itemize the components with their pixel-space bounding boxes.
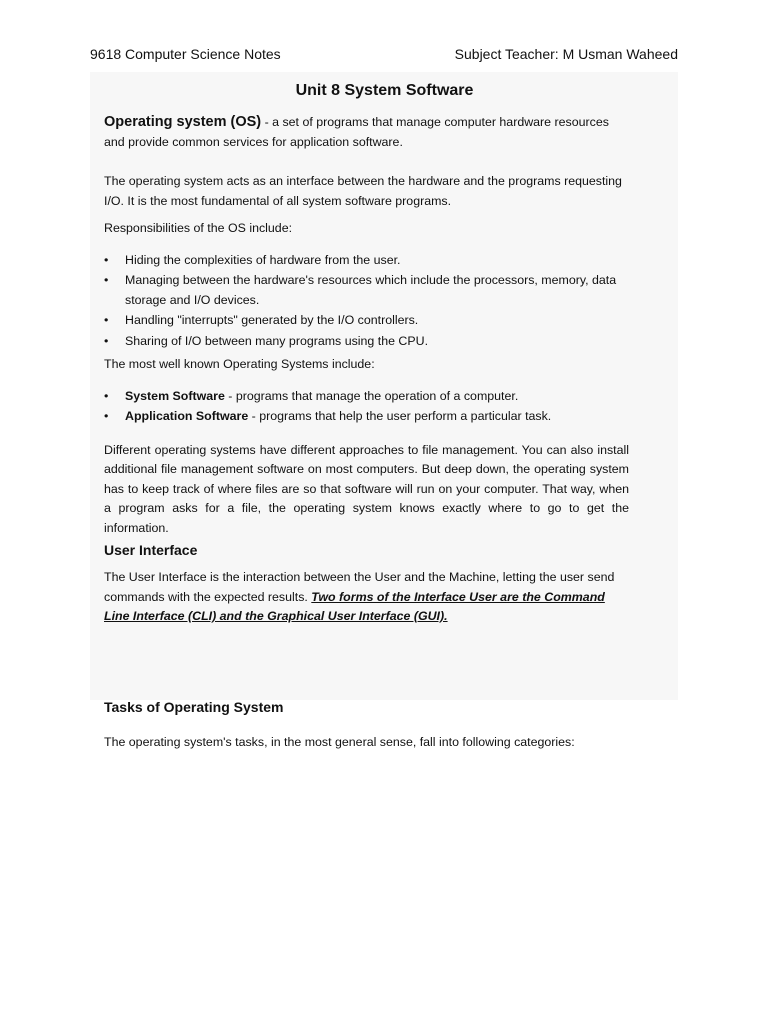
bullet-icon: • <box>104 252 109 267</box>
list-item: • Managing between the hardware's resources which include the processors, memory, data storage and I/O devices. <box>104 273 617 307</box>
list-item-term: Application Software <box>125 409 249 423</box>
user-interface-heading: User Interface <box>104 542 198 558</box>
unit-title: Unit 8 System Software <box>295 82 474 99</box>
header-teacher-name: Subject Teacher: M Usman Waheed <box>454 46 678 62</box>
known-os-intro: The most well known Operating Systems include: <box>104 357 375 371</box>
list-item: • Hiding the complexities of hardware from the user. <box>104 251 629 271</box>
file-management-paragraph: Different operating systems have different approaches to file management. You can also install additional file management software on most computers. But deep down, the operating system has to keep track of where files are so that software will run on your computer. That way, when a program asks for a file, the operating system knows exactly where to go to get the information. <box>104 442 629 535</box>
user-interface-paragraph: The User Interface is the interaction between the User and the Machine, letting the user send commands with the expected results. Two forms of the Interface User are the Command Line Interface (CLI) and the Graphical User Interface (GUI). <box>104 570 615 623</box>
list-item: • Sharing of I/O between many programs using the CPU. <box>104 332 629 352</box>
responsibilities-list <box>104 251 629 352</box>
bullet-icon: • <box>104 273 109 287</box>
known-os-list <box>104 387 629 427</box>
interface-paragraph: The operating system acts as an interface between the hardware and the programs requesting I/O. It is the most fundamental of all system software programs. <box>104 174 622 208</box>
os-term: Operating system (OS) <box>104 114 262 130</box>
bullet-icon: • <box>104 333 109 348</box>
header-course-title: 9618 Computer Science Notes <box>90 46 281 62</box>
bullet-icon: • <box>104 388 109 403</box>
page-header <box>90 46 678 66</box>
list-item-term: System Software <box>125 388 225 403</box>
notes-content <box>90 72 678 749</box>
os-definition-text: - a set of programs that manage computer hardware resources and provide common services for application software. <box>104 115 609 149</box>
responsibilities-intro: Responsibilities of the OS include: <box>104 221 293 235</box>
user-interface-emphasis: Two forms of the Interface User are the Command Line Interface (CLI) and the Graphical User Interface (GUI). <box>104 589 605 623</box>
list-item: • Application Software - programs that help the user perform a particular task. <box>104 407 629 427</box>
tasks-heading: Tasks of Operating System <box>104 698 284 715</box>
bullet-icon: • <box>104 313 109 327</box>
bullet-icon: • <box>104 409 109 423</box>
tasks-paragraph: The operating system's tasks, in the most general sense, fall into following categories: <box>104 734 575 749</box>
list-item: • System Software - programs that manage the operation of a computer. <box>104 387 629 407</box>
os-definition <box>104 113 629 152</box>
list-item: • Handling "interrupts" generated by the I/O controllers. <box>104 311 629 331</box>
